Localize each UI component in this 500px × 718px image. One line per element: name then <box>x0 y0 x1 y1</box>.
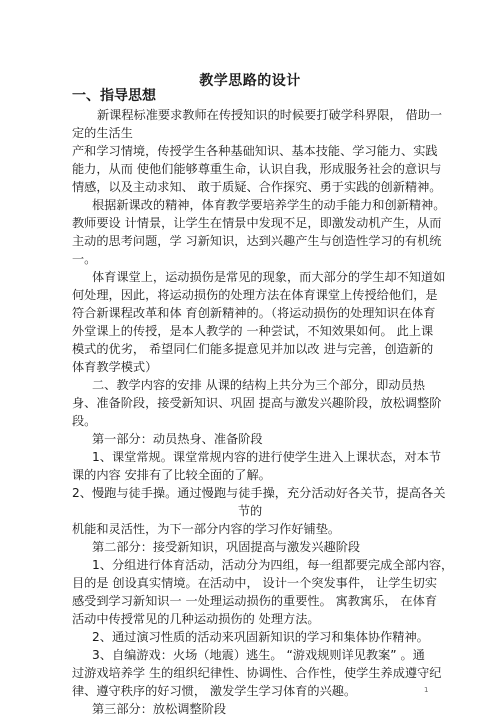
paragraph-line: 身、准备阶段，接受新知识、巩固 提高与激发兴趣阶段，放松调整阶 <box>72 396 442 410</box>
list-item-line: 机能和灵活性，为下一部分内容的学习作好铺垫。 <box>72 522 341 536</box>
paragraph-line: 能力，从而 使他们能够尊重生命，认识自我，形成服务社会的意识与 <box>72 162 442 176</box>
document-title: 教学思路的设计 <box>199 73 301 89</box>
paragraph-line: 何处理，因此，将运动损伤的处理方法在体育课堂上传授给他们，是 <box>72 288 438 302</box>
list-item-line: 目的是 创设真实情境。在活动中， 设计一个突发事件， 让学生切实 <box>72 576 438 590</box>
paragraph-line: 产和学习情境，传授学生各种基础知识、基本技能、学习能力、实践 <box>72 144 438 158</box>
part1-heading: 第一部分：动员热身、准备阶段 <box>92 432 263 446</box>
page-number: 1 <box>424 686 429 694</box>
part2-heading: 第二部分：接受新知识，巩固提高与激发兴趣阶段 <box>92 540 361 554</box>
paragraph-line: 段。 <box>72 414 97 428</box>
list-item-line: 1、课堂常规。课堂常规内容的进行使学生进入上课状态，对本节 <box>92 450 442 464</box>
part3-heading: 第三部分：放松调整阶段 <box>92 702 227 716</box>
heading-content-arrangement: 二、教学内容的安排 从课的结构上共分为三个部分，即动员热 <box>92 378 425 392</box>
list-item-line: 感受到学习新知识一 一处理运动损伤的重要性。 寓教寓乐， 在体育 <box>72 594 438 608</box>
list-item-line: 1、分组进行体育活动，活动分为四组，每一组都要完成全部内容， <box>92 558 454 572</box>
paragraph-line: 新课程标准要求教师在传授知识的时候要打破学科界限， 借助一 <box>97 108 443 122</box>
paragraph-line: 定的生活生 <box>72 126 133 140</box>
paragraph-line: 符合新课程改革和体 育创新精神的。（将运动损伤的处理知识在体育 <box>72 306 436 320</box>
heading-guiding-thought: 一、指导思想 <box>72 88 156 104</box>
list-item-line: 2、慢跑与徒手操。通过慢跑与徒手操，充分活动好各关节，提高各关 <box>72 486 446 500</box>
paragraph-line: 教师要设 计情景，让学生在情景中发现不足，即激发动机产生，从而 <box>72 216 442 230</box>
list-item-line: 活动中传授常见的几种运动损伤的 处理方法。 <box>72 612 320 626</box>
paragraph-line: 一。 <box>72 252 97 266</box>
list-item-line: 2、通过演习性质的活动来巩固新知识的学习和集体协作精神。 <box>92 630 429 644</box>
paragraph-line: 模式的优劣， 希望同仁们能多提意见并加以改 进与完善，创造新的 <box>72 342 434 356</box>
paragraph-line: 情感，以及主动求知、 敢于质疑、合作探究、勇于实践的创新精神。 <box>72 180 442 194</box>
paragraph-line: 体育课堂上，运动损伤是常见的现象，而大部分的学生却不知道如 <box>92 270 446 284</box>
list-item-line: 课的内容 安排有了比较全面的了解。 <box>72 468 271 482</box>
list-item-line: 律、遵守秩序的好习惯， 激发学生学习体育的兴趣。 <box>72 684 357 698</box>
list-item-line: 过游戏培养学 生的组织纪律性、协调性、合作性，使学生养成遵守纪 <box>72 666 442 680</box>
paragraph-line: 主动的思考问题，学 习新知识，达到兴趣产生与创造性学习的有机统 <box>72 234 442 248</box>
paragraph-line: 外堂课上的传授，是本人教学的 一种尝试，不知效果如何。 此上课 <box>72 324 434 338</box>
paragraph-line: 根据新课改的精神，体育教学要培养学生的动手能力和创新精神。 <box>92 198 446 212</box>
paragraph-line: 体育教学模式） <box>72 360 158 374</box>
list-item-line: 3、自编游戏：火场（地震）逃生。 “游戏规则详见教案” 。通 <box>92 648 425 662</box>
list-item-line: 节的 <box>237 504 263 518</box>
